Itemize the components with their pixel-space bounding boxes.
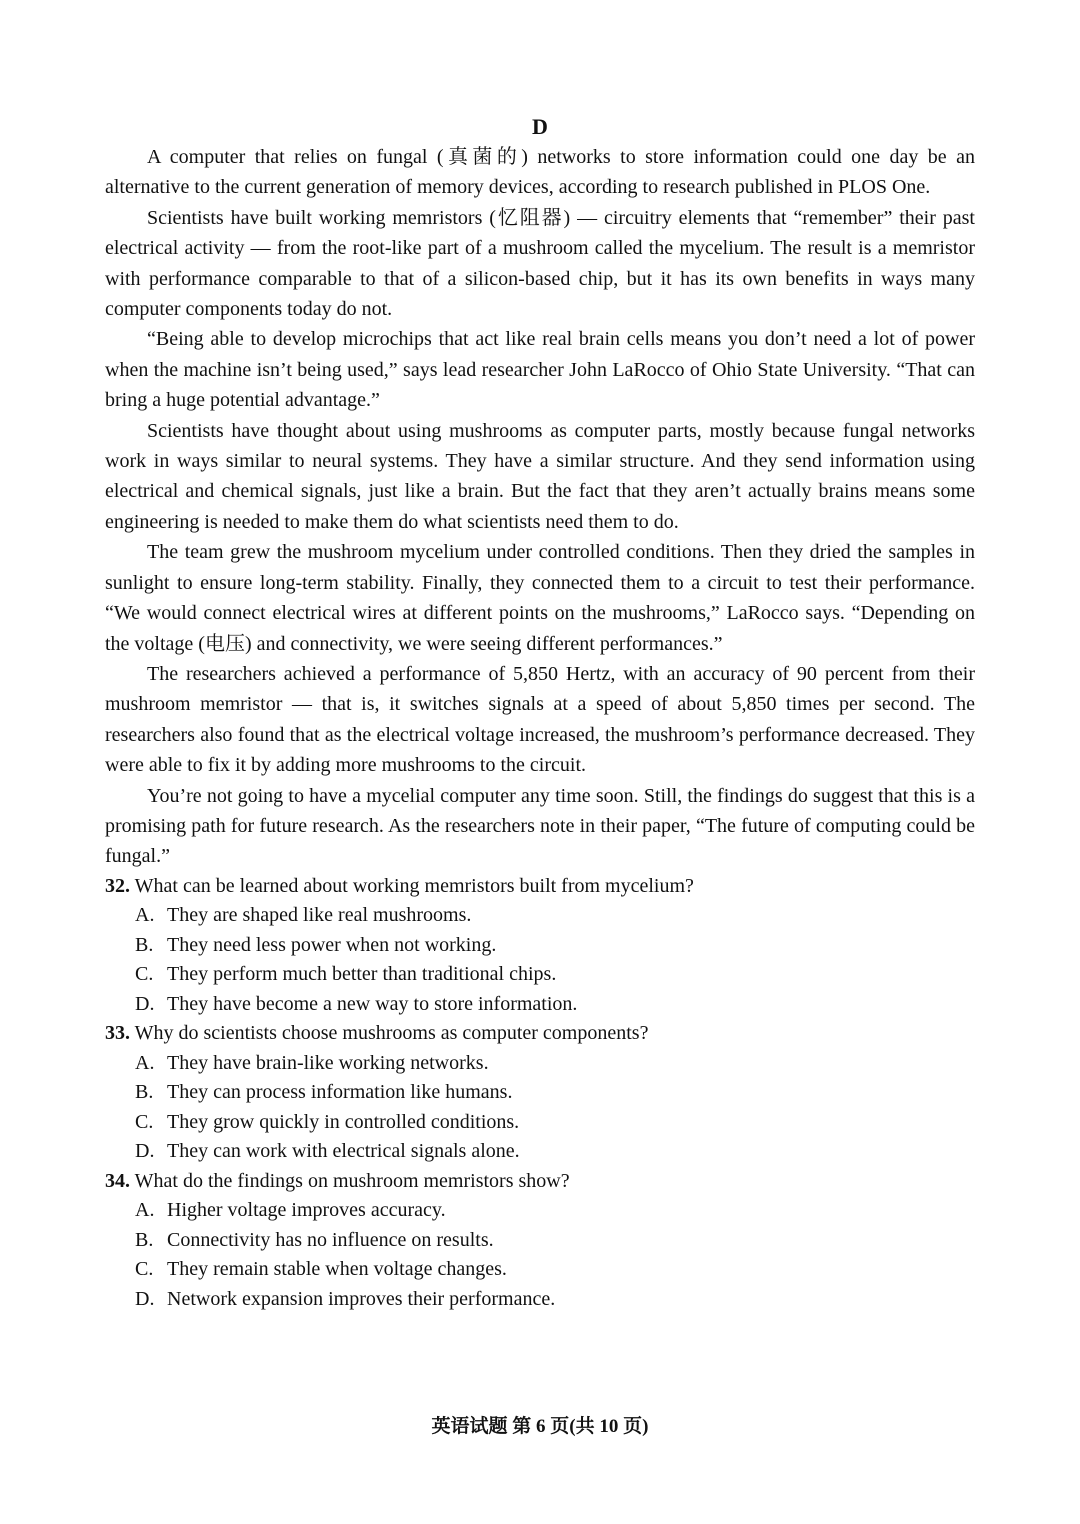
section-title: D: [532, 114, 548, 139]
option-text: They are shaped like real mushrooms.: [167, 904, 472, 927]
option-letter: A.: [135, 1199, 155, 1222]
passage-paragraph-4: Scientists have thought about using mushrooms as computer parts, mostly because fungal networks work in ways similar to neural systems. They have a similar structure. And they send information using electrical and chemical signals, just like a brain. But the fact that they aren’t actually brains means some engineering is needed to make them do what scientists need them to do.: [105, 419, 975, 533]
option-d[interactable]: [105, 1285, 975, 1315]
option-list: [105, 1196, 975, 1314]
option-text: They can work with electrical signals alone.: [167, 1140, 520, 1163]
option-d[interactable]: [105, 1137, 975, 1167]
option-letter: B.: [135, 1228, 154, 1251]
passage-paragraph-6: The researchers achieved a performance of 5,850 Hertz, with an accuracy of 90 percent from their mushroom memristor — that is, it switches signals at a speed of about 5,850 times per second. The researchers also found that as the electrical voltage increased, the mushroom’s performance decreased. They were able to fix it by adding more mushrooms to the circuit.: [105, 662, 975, 777]
question-text: Why do scientists choose mushrooms as computer components?: [134, 1022, 649, 1045]
option-a[interactable]: [105, 901, 975, 931]
option-letter: B.: [135, 933, 154, 956]
option-text: They grow quickly in controlled conditions.: [167, 1110, 520, 1133]
option-letter: C.: [135, 1110, 154, 1133]
option-c[interactable]: [105, 1255, 975, 1285]
option-b[interactable]: [105, 1226, 975, 1256]
exam-page: [105, 112, 975, 1314]
option-letter: A.: [135, 904, 155, 927]
option-b[interactable]: [105, 1078, 975, 1108]
reading-passage: [105, 142, 975, 872]
option-text: Network expansion improves their performance.: [167, 1287, 556, 1310]
option-letter: C.: [135, 963, 154, 986]
option-letter: D.: [135, 1287, 155, 1310]
option-list: [105, 901, 975, 1019]
passage-paragraph-1: A computer that relies on fungal (真菌的) networks to store information could one day be an alternative to the current generation of memory devices, according to research published in PLOS One.: [105, 146, 975, 199]
passage-paragraph-2: Scientists have built working memristors (忆阻器) — circuitry elements that “remember” their past electrical activity — from the root-like part of a mushroom called the mycelium. The result is a memristor with performance comparable to that of a silicon-based chip, but it has its own benefits in ways many computer components today do not.: [105, 206, 975, 321]
option-text: They perform much better than traditional chips.: [167, 963, 557, 986]
option-letter: A.: [135, 1051, 155, 1074]
question-stem: [105, 872, 975, 902]
passage-paragraph-5: The team grew the mushroom mycelium under controlled conditions. Then they dried the samples in sunlight to ensure long-term stability. Finally, they connected them to a circuit to test their performance. “We would connect electrical wires at different points on the mushrooms,” LaRocco says. “Depending on the voltage (电压) and connectivity, we were seeing different performances.”: [105, 541, 975, 655]
option-text: Connectivity has no influence on results.: [167, 1228, 494, 1251]
question-stem: [105, 1167, 975, 1197]
question-number: 33.: [105, 1022, 130, 1045]
option-text: They remain stable when voltage changes.: [167, 1258, 507, 1281]
question-number: 32.: [105, 874, 130, 897]
option-text: They can process information like humans.: [167, 1081, 513, 1104]
question-text: What can be learned about working memristors built from mycelium?: [134, 874, 694, 897]
option-c[interactable]: [105, 960, 975, 990]
question-34: [105, 1167, 975, 1315]
option-a[interactable]: [105, 1049, 975, 1079]
page-footer: 英语试题 第 6 页(共 10 页): [431, 1416, 649, 1437]
option-b[interactable]: [105, 931, 975, 961]
option-list: [105, 1049, 975, 1167]
option-text: They need less power when not working.: [167, 933, 497, 956]
question-32: [105, 872, 975, 1020]
question-text: What do the findings on mushroom memristors show?: [134, 1169, 570, 1192]
option-text: They have become a new way to store information.: [167, 992, 578, 1015]
option-letter: D.: [135, 1140, 155, 1163]
question-33: [105, 1019, 975, 1167]
option-c[interactable]: [105, 1108, 975, 1138]
option-letter: D.: [135, 992, 155, 1015]
option-text: Higher voltage improves accuracy.: [167, 1199, 446, 1222]
option-letter: B.: [135, 1081, 154, 1104]
question-number: 34.: [105, 1169, 130, 1192]
question-stem: [105, 1019, 975, 1049]
option-a[interactable]: [105, 1196, 975, 1226]
option-text: They have brain-like working networks.: [167, 1051, 489, 1074]
option-letter: C.: [135, 1258, 154, 1281]
passage-paragraph-3: “Being able to develop microchips that act like real brain cells means you don’t need a lot of power when the machine isn’t being used,” says lead researcher John LaRocco of Ohio State University. “That can bring a huge potential advantage.”: [105, 328, 975, 412]
passage-paragraph-7: You’re not going to have a mycelial computer any time soon. Still, the findings do suggest that this is a promising path for future research. As the researchers note in their paper, “The future of computing could be fungal.”: [105, 784, 975, 868]
option-d[interactable]: [105, 990, 975, 1020]
